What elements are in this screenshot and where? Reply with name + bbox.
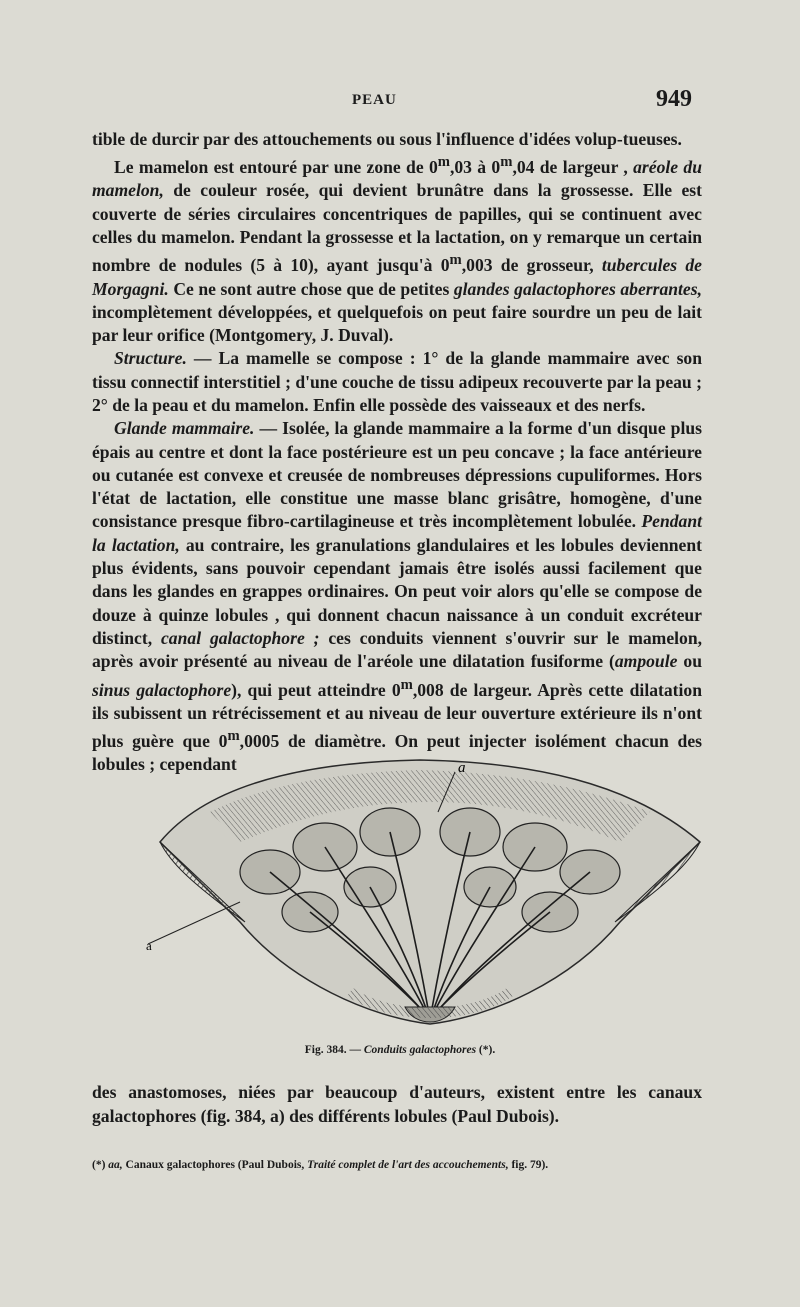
section-heading-structure: Structure. [114,348,187,369]
text-run: Canaux galactophores (Paul Dubois, [122,1159,308,1171]
term-areole: aréole du mamelon, [92,157,702,201]
term-tubercules: tubercules de Morgagni. [92,255,702,299]
footnote-book-title: Traité complet de l'art des accouchements, [307,1159,509,1171]
page-number: 949 [656,86,692,112]
label-a-left: a [146,938,152,953]
text-run: des anastomoses, niées par beaucoup d'auteurs, existent entre les canaux galactophores (fig. 384, [92,1082,702,1126]
section-heading-glande: Glande mammaire. [114,418,255,439]
text-run: au contraire, les granulations glandulaires et les lobules deviennent plus évidents, sans pouvoir cependant jamais être isolés aussi facilement que dans les glandes en grappes ordinaires. On peut voir alors qu'elle se compose de douze à quinze lobules , qui donnent chacun naissance à un conduit excréteur distinct, [92,534,702,648]
text-run: ,008 de largeur. Après cette dilatation ils subissent un rétrécissement et au niveau de leur ouverture extérieure ils n'ont plus guère que 0 [92,679,702,751]
galactophore-illustration [146,752,710,1040]
text-run: ou [677,651,702,672]
paragraph-1-text: tible de durcir par des attouchements ou sous l'influence d'idées volup-tueuses. [92,129,682,149]
paragraph-5 [92,1080,702,1128]
footnote-marker: (*) [92,1159,109,1171]
term-ampoule: ampoule [614,651,678,672]
caption-prefix: Fig. 384. — [304,1044,364,1056]
text-run: fig. 79). [508,1159,549,1171]
figure-ref-a: a [270,1106,279,1126]
paragraph-3 [92,347,702,417]
text-run: ,04 de largeur , [512,157,634,178]
term-glandes-aberrantes: glandes galactophores aberrantes, [453,278,702,299]
unit-superscript: m [437,154,450,171]
label-a-top: a [458,760,466,776]
term-sinus: sinus galactophore [92,679,232,700]
figure-384 [146,752,710,1040]
text-run: Ce ne sont autre chose que de petites [168,278,454,299]
unit-superscript: m [227,728,240,744]
caption-suffix: (*). [476,1044,496,1056]
pointer-a-left [148,902,240,944]
unit-superscript: m [400,676,413,693]
text-run: incomplètement développées, et quelquefois on peut faire sourdre un peu de lait par leur orifice (Montgomery, J. Duval). [92,301,702,346]
running-header [92,86,692,126]
text-run: ,003 de grosseur, [461,255,602,276]
footnote [92,1159,712,1171]
figure-caption [0,1044,800,1056]
unit-superscript: m [449,252,462,269]
text-run: ), qui peut atteindre 0 [231,679,401,700]
term-canal-galactophore: canal galactophore ; [161,627,320,648]
running-title: PEAU [352,92,397,108]
text-run: — La mamelle se compose : 1° de la glande mammaire avec son tissu connectif interstitiel ; d'une couche de tissu adipeux recouverte par la peau ; 2° de la peau et du mamelon. Enfin elle possède des vaisseaux et des nerfs. [92,348,702,415]
footnote-label: aa, [108,1159,123,1171]
text-run: — Isolée, la glande mammaire a la forme d'un disque plus épais au centre et dont la face postérieure est un peu concave ; la face antérieure ou cutanée est convexe et creusée de nombreuses dépressions cupuliformes. Hors l'état de lactation, elle constitue une masse blanc grisâtre, homogène, d'une consistance presque fibro-cartilagineuse et très incomplètement lobulée. [92,418,702,532]
term-lactation: Pendant la lactation, [92,511,702,555]
text-run: Le mamelon est entouré par une zone de 0 [114,157,438,178]
text-run: de couleur rosée, qui devient brunâtre dans la grossesse. Elle est couverte de séries circulaires concentriques de papilles, qui se continuent avec celles du mamelon. Pendant la grossesse et la lactation, on y remarque un certain nombre de nodules (5 à 10), ayant jusqu'à 0 [92,180,702,276]
text-run: ) des différents lobules (Paul Dubois). [278,1106,560,1126]
caption-title: Conduits galactophores [363,1044,477,1056]
paragraph-2 [92,151,702,347]
body-text [92,128,702,776]
unit-superscript: m [500,154,513,171]
text-run: ces conduits viennent s'ouvrir sur le mamelon, après avoir présenté au niveau de l'aréole une dilatation fusiforme ( [92,627,702,672]
paragraph-1 [92,128,702,151]
text-run: ,0005 de diamètre. On peut injecter isolément chacun des lobules ; cependant [92,730,702,775]
paragraph-4 [92,417,702,776]
text-run: ,03 à 0 [449,157,501,178]
